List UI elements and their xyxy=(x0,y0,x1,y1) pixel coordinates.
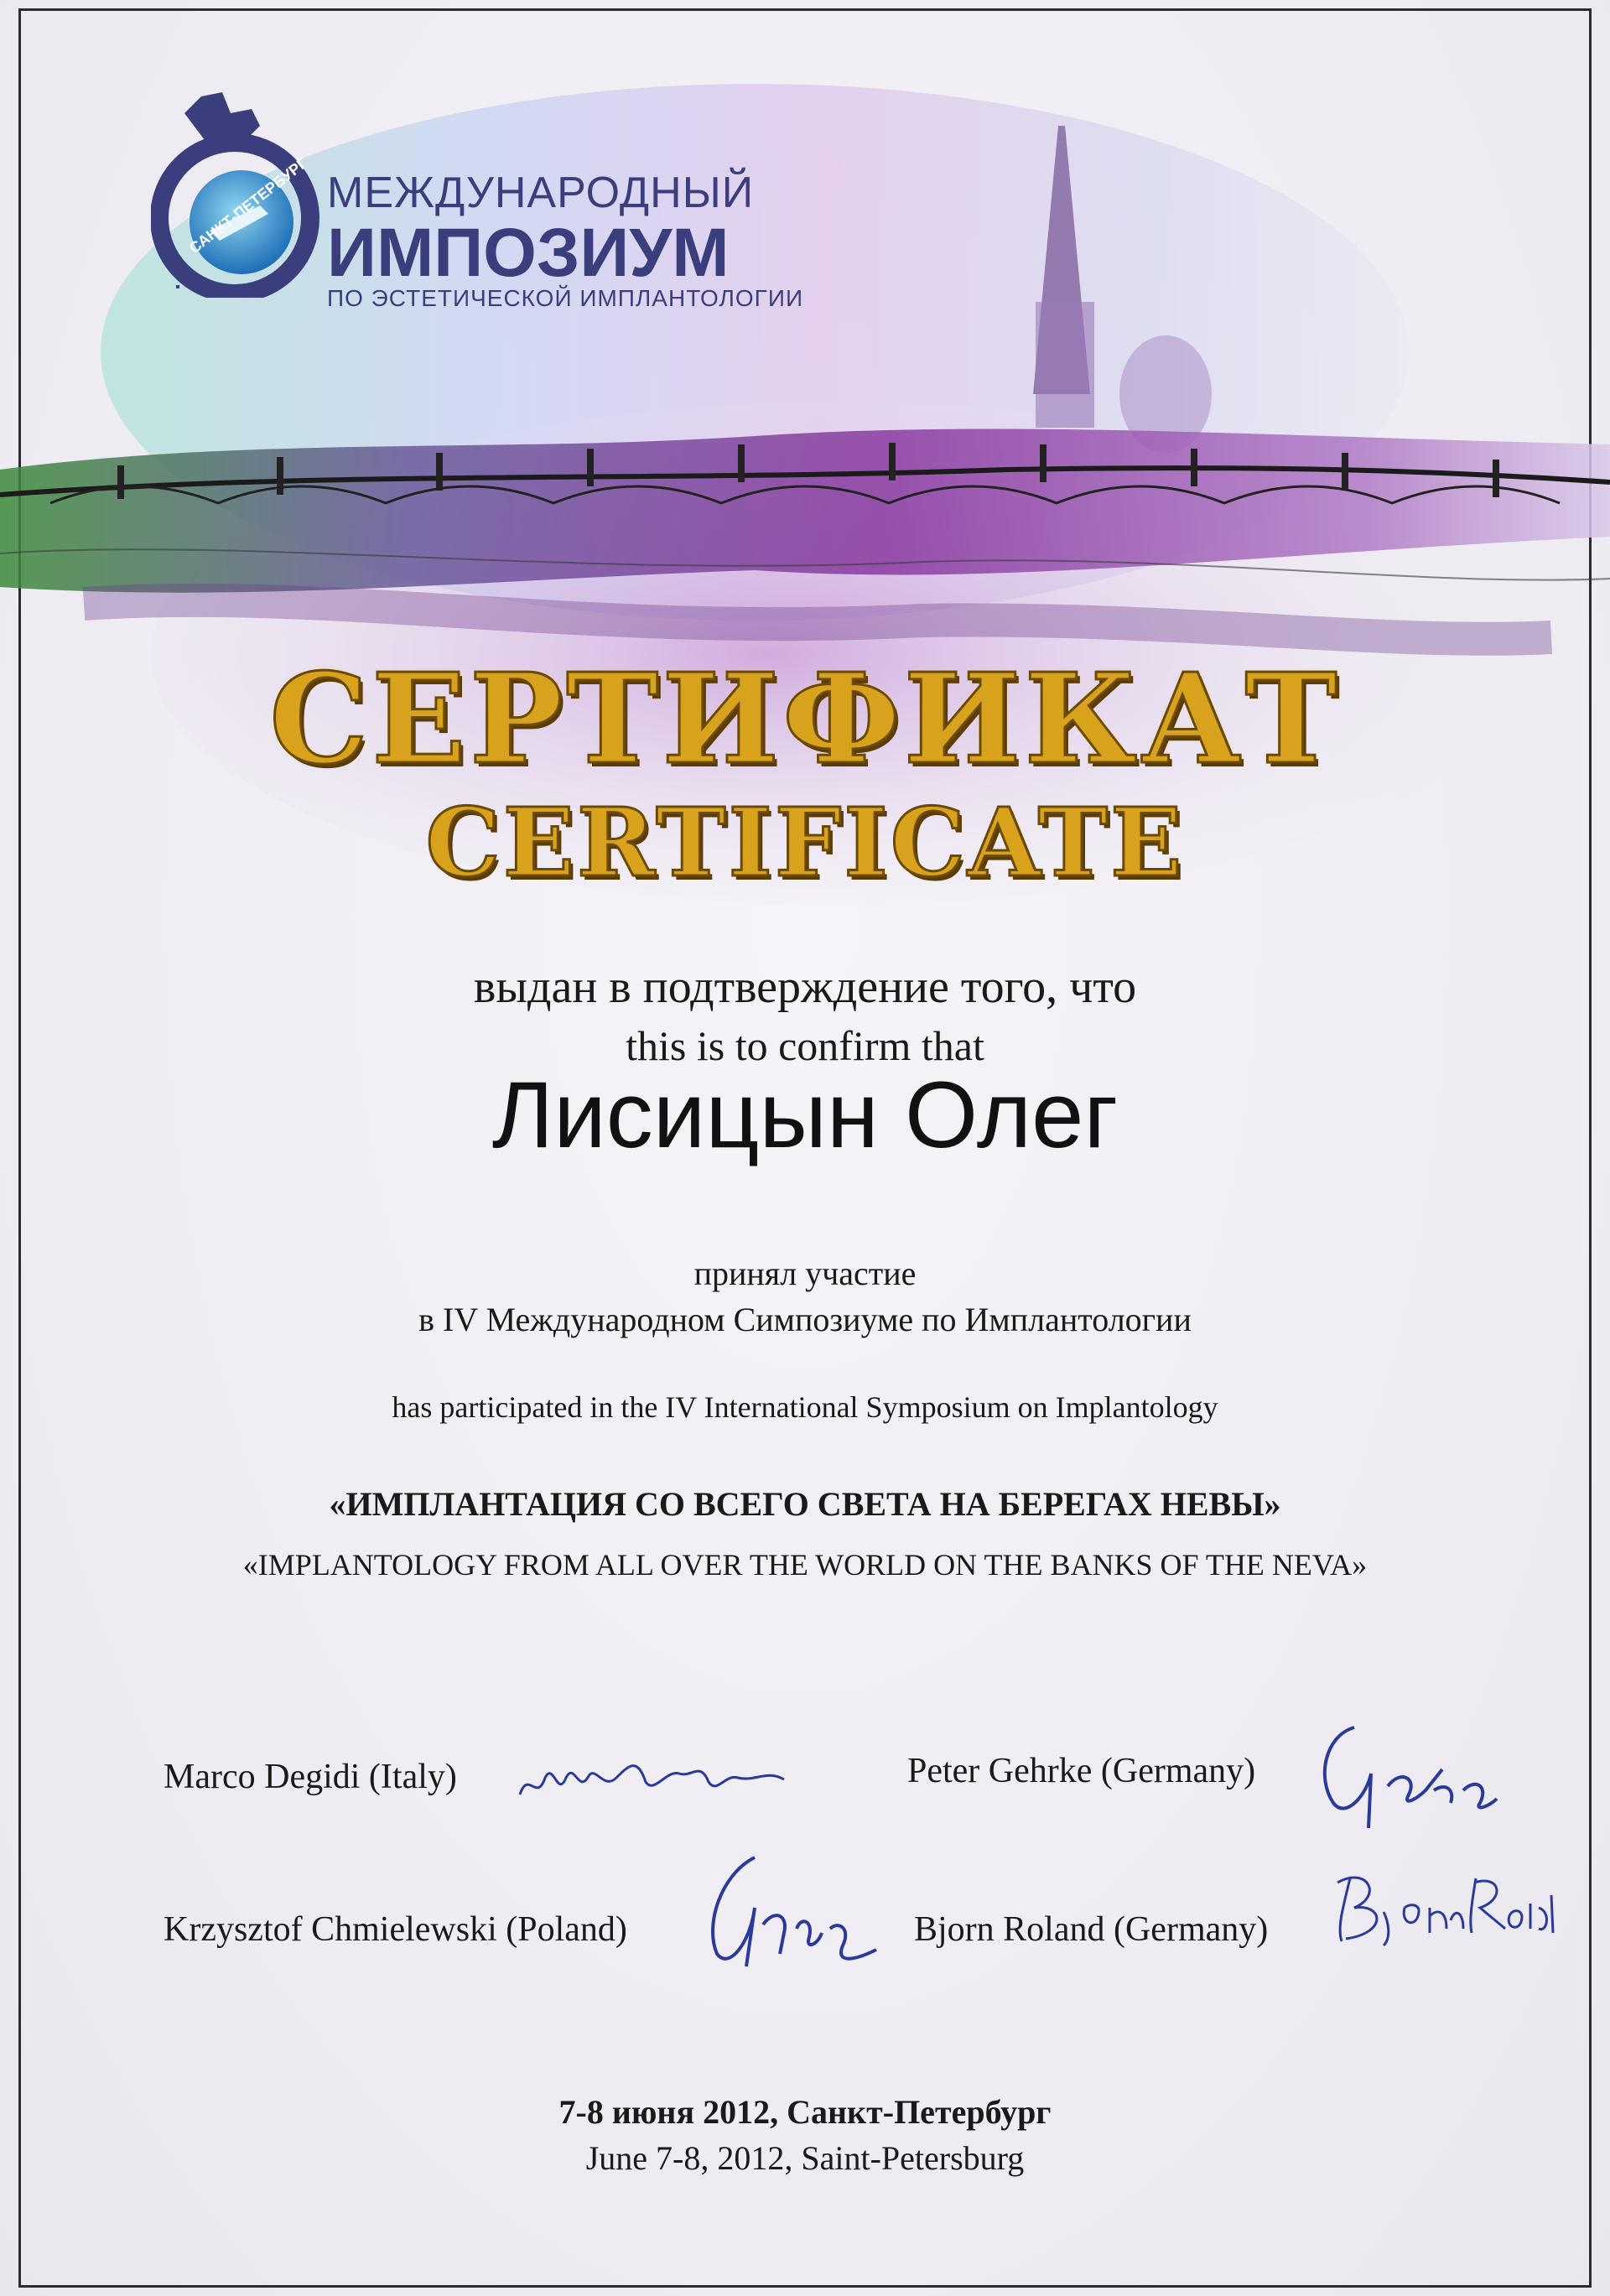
participated-ru-1: принял участие xyxy=(693,1254,917,1292)
confirm-text-en: this is to confirm that xyxy=(626,1022,984,1069)
signature-degidi xyxy=(512,1744,797,1811)
recipient-name: Лисицын Олег xyxy=(491,1062,1119,1167)
date-ru: 7-8 июня 2012, Санкт-Петербург xyxy=(558,2093,1052,2131)
logo-line-2: ИМПОЗИУМ xyxy=(327,215,730,291)
date-en: June 7-8, 2012, Saint-Petersburg xyxy=(585,2139,1025,2177)
signatory-label: Marco Degidi (Italy) xyxy=(164,1758,457,1796)
theme-ru: «ИМПЛАНТАЦИЯ СО ВСЕГО СВЕТА НА БЕРЕГАХ НЕВЫ» xyxy=(329,1485,1281,1523)
logo-ring-text xyxy=(143,80,335,306)
signature-roland xyxy=(1325,1862,1568,1954)
theme-en: «IMPLANTOLOGY FROM ALL OVER THE WORLD ON THE BANKS OF THE NEVA» xyxy=(242,1548,1368,1582)
confirm-text-ru: выдан в подтверждение того, что xyxy=(473,961,1137,1013)
signature-gehrke xyxy=(1308,1711,1501,1836)
participated-ru-2: в IV Международном Симпозиуме по Имплантологии xyxy=(418,1301,1192,1338)
logo-line-1: МЕЖДУНАРОДНЫЙ xyxy=(327,169,755,217)
logo-line-3: ПО ЭСТЕТИЧЕСКОЙ ИМПЛАНТОЛОГИИ xyxy=(327,285,804,311)
signatory-label: Peter Gehrke (Germany) xyxy=(907,1752,1256,1790)
certificate-title-ru: СЕРТИФИКАТ xyxy=(269,646,1341,792)
signatory-label: Bjorn Roland (Germany) xyxy=(914,1910,1269,1949)
participated-en: has participated in the IV International Symposium on Implantology xyxy=(392,1390,1218,1424)
signatory-label: Krzysztof Chmielewski (Poland) xyxy=(164,1910,627,1949)
certificate-title-en: CERTIFICATE xyxy=(425,788,1185,898)
logo-city-text: САНКТ-ПЕТЕРБУРГ xyxy=(185,154,311,257)
signature-chmielewski xyxy=(696,1849,889,1975)
